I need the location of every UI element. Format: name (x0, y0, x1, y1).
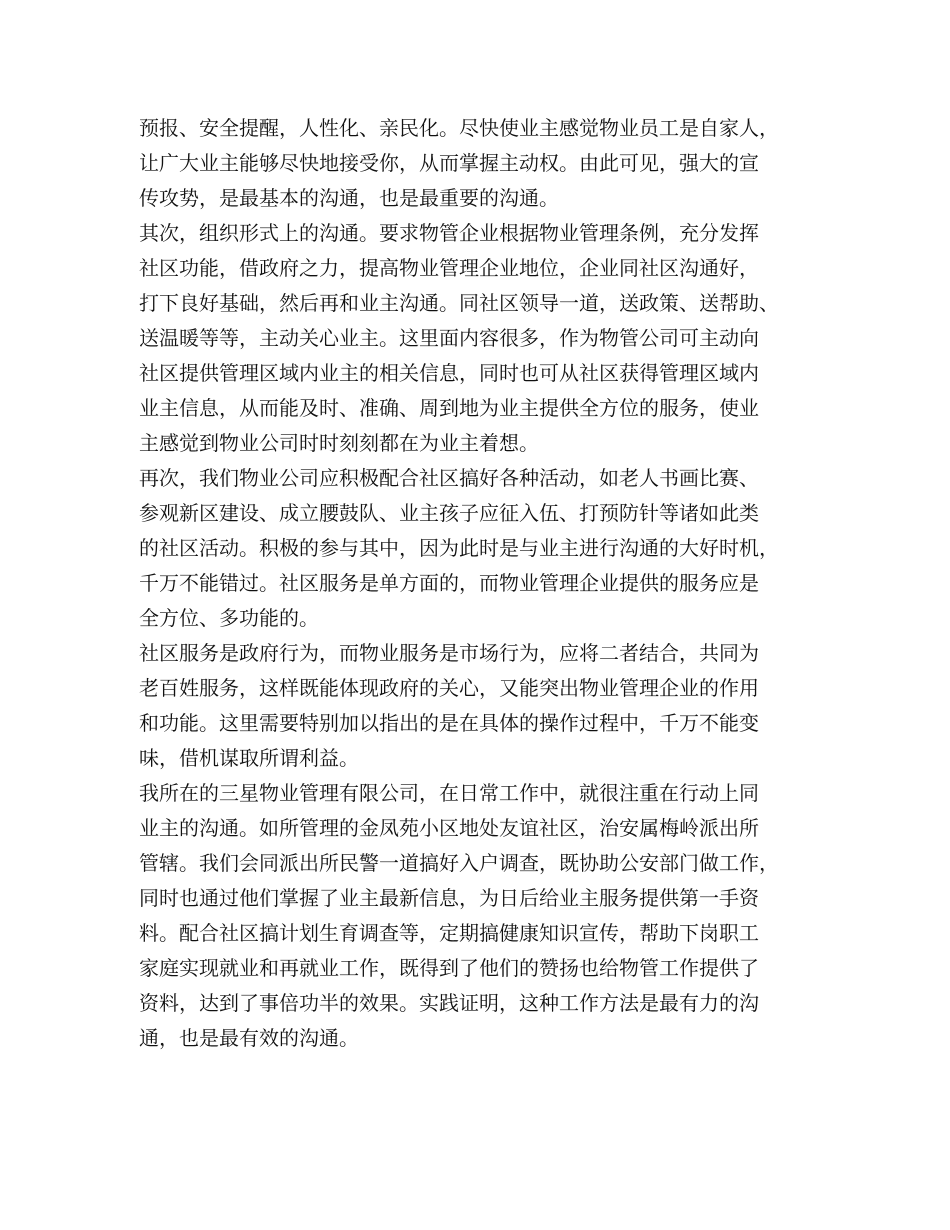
text-line: 预报、安全提醒，人性化、亲民化。尽快使业主感觉物业员工是自家人， (139, 116, 779, 140)
paragraph-1 (139, 111, 839, 216)
text-line: 管辖。我们会同派出所民警一道搞好入户调查，既协助公安部门做工作， (139, 851, 779, 875)
text-line: 味，借机谋取所谓利益。 (139, 746, 359, 770)
text-line: 我所在的三星物业管理有限公司，在日常工作中，就很注重在行动上同 (139, 781, 759, 805)
text-line: 参观新区建设、成立腰鼓队、业主孩子应征入伍、打预防针等诸如此类 (139, 501, 759, 525)
text-line: 和功能。这里需要特别加以指出的是在具体的操作过程中，千万不能变 (139, 711, 759, 735)
text-line: 的社区活动。积极的参与其中，因为此时是与业主进行沟通的大好时机， (139, 536, 779, 560)
paragraph-3 (139, 461, 839, 636)
text-line: 社区服务是政府行为，而物业服务是市场行为，应将二者结合，共同为 (139, 641, 759, 665)
text-line: 其次，组织形式上的沟通。要求物管企业根据物业管理条例，充分发挥 (139, 221, 759, 245)
text-line: 送温暖等等，主动关心业主。这里面内容很多，作为物管公司可主动向 (139, 326, 759, 350)
text-line: 主感觉到物业公司时时刻刻都在为业主着想。 (139, 431, 539, 455)
document-body (139, 111, 839, 1056)
text-line: 业主的沟通。如所管理的金凤苑小区地处友谊社区，治安属梅岭派出所 (139, 816, 759, 840)
text-line: 打下良好基础，然后再和业主沟通。同社区领导一道，送政策、送帮助、 (139, 291, 779, 315)
text-line: 老百姓服务，这样既能体现政府的关心，又能突出物业管理企业的作用 (139, 676, 759, 700)
text-line: 料。配合社区搞计划生育调查等，定期搞健康知识宣传，帮助下岗职工 (139, 921, 759, 945)
paragraph-5 (139, 776, 839, 1056)
text-line: 让广大业主能够尽快地接受你，从而掌握主动权。由此可见，强大的宣 (139, 151, 759, 175)
text-line: 资料，达到了事倍功半的效果。实践证明，这种工作方法是最有力的沟 (139, 991, 759, 1015)
text-line: 通，也是最有效的沟通。 (139, 1026, 359, 1050)
text-line: 传攻势，是最基本的沟通，也是最重要的沟通。 (139, 186, 559, 210)
text-line: 再次，我们物业公司应积极配合社区搞好各种活动，如老人书画比赛、 (139, 466, 759, 490)
paragraph-2 (139, 216, 839, 461)
text-line: 千万不能错过。社区服务是单方面的，而物业管理企业提供的服务应是 (139, 571, 759, 595)
paragraph-4 (139, 636, 839, 776)
text-line: 社区功能，借政府之力，提高物业管理企业地位，企业同社区沟通好， (139, 256, 759, 280)
text-line: 业主信息，从而能及时、准确、周到地为业主提供全方位的服务，使业 (139, 396, 759, 420)
text-line: 社区提供管理区域内业主的相关信息，同时也可从社区获得管理区域内 (139, 361, 759, 385)
text-line: 全方位、多功能的。 (139, 606, 319, 630)
text-line: 家庭实现就业和再就业工作，既得到了他们的赞扬也给物管工作提供了 (139, 956, 759, 980)
text-line: 同时也通过他们掌握了业主最新信息，为日后给业主服务提供第一手资 (139, 886, 759, 910)
